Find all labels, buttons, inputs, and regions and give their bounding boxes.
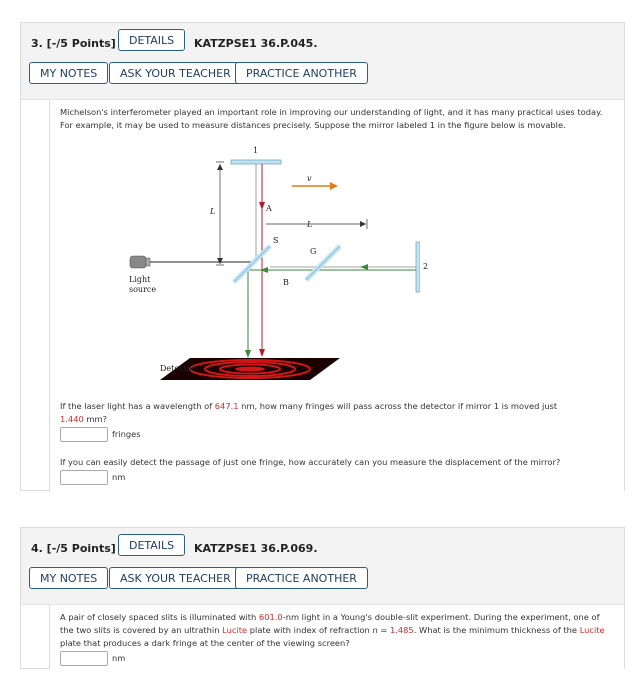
wavelength-value: 601.0 [258, 612, 283, 622]
my-notes-button[interactable]: MY NOTES [29, 62, 108, 84]
part2-question: If you can easily detect the passage of just one fringe, how accurately can you measure the displacement of the mirror? [60, 457, 561, 467]
question-4 [20, 527, 625, 669]
label-g: G [310, 247, 317, 256]
mirror-1-label: 1 [253, 146, 259, 155]
question-header [21, 23, 624, 100]
mirror-1 [231, 160, 281, 164]
distance-value: 1.440 [60, 414, 84, 424]
question-code: KATZPSE1 36.P.069. [194, 542, 318, 555]
displacement-unit: nm [112, 472, 126, 482]
details-button[interactable]: DETAILS [118, 29, 185, 51]
question-header [21, 528, 624, 605]
light-source-label-2: source [129, 285, 157, 294]
label-b: B [283, 278, 289, 287]
question-text: A pair of closely spaced slits is illuminated with 601.0-nm light in a Young's double-slit experiment. During the experiment, one of the two slits is covered by an ultrathin Lucite plate with index of refraction n = 1.485. What is the minimum thickness of the Lucite plate that produces a dark fringe at the center of the viewing screen? [60, 612, 605, 648]
part1-answer-row [60, 427, 614, 442]
ask-teacher-button[interactable]: ASK YOUR TEACHER [109, 567, 242, 589]
my-notes-button[interactable]: MY NOTES [29, 567, 108, 589]
light-source [130, 256, 146, 268]
index-value: 1.485 [389, 625, 414, 635]
length-label-horizontal: L [307, 220, 313, 229]
question-body [49, 605, 624, 669]
thickness-unit: nm [112, 653, 126, 663]
practice-another-button[interactable]: PRACTICE ANOTHER [235, 567, 368, 589]
label-a: A [266, 204, 272, 213]
question-body [49, 100, 624, 492]
part2-answer-row [60, 470, 614, 485]
answer-row [60, 651, 614, 666]
fringes-answer-input[interactable] [60, 427, 108, 442]
material-name: Lucite [222, 625, 248, 635]
mirror-2-label: 2 [423, 262, 429, 271]
question-points-label: 3. [-/5 Points] [31, 37, 116, 50]
question-points-label: 4. [-/5 Points] [31, 542, 116, 555]
mirror-2 [416, 242, 420, 292]
practice-another-button[interactable]: PRACTICE ANOTHER [235, 62, 368, 84]
displacement-answer-input[interactable] [60, 470, 108, 485]
question-code: KATZPSE1 36.P.045. [194, 37, 318, 50]
label-s: S [273, 236, 279, 245]
wavelength-value: 647.1 [214, 401, 239, 411]
interferometer-figure [120, 140, 429, 390]
details-button[interactable]: DETAILS [118, 534, 185, 556]
length-label-vertical: L [210, 207, 216, 216]
interferometer-diagram [120, 140, 420, 390]
fringes-unit: fringes [112, 429, 141, 439]
detector-label: Detector [160, 364, 196, 373]
material-name-2: Lucite [579, 625, 605, 635]
velocity-label: v [307, 174, 312, 183]
thickness-answer-input[interactable] [60, 651, 108, 666]
light-source-label-1: Light [129, 275, 151, 284]
question-intro: Michelson's interferometer played an important role in improving our understanding of light, and it has many practical uses today. For example, it may be used to measure distances precisely. Suppose the mirror labeled 1 in the figure below is movable. [60, 107, 603, 130]
part1-question: If the laser light has a wavelength of 647.1 nm, how many fringes will pass across the detector if mirror 1 is moved just 1.440 mm? [60, 401, 558, 424]
question-3 [20, 22, 625, 491]
ask-teacher-button[interactable]: ASK YOUR TEACHER [109, 62, 242, 84]
